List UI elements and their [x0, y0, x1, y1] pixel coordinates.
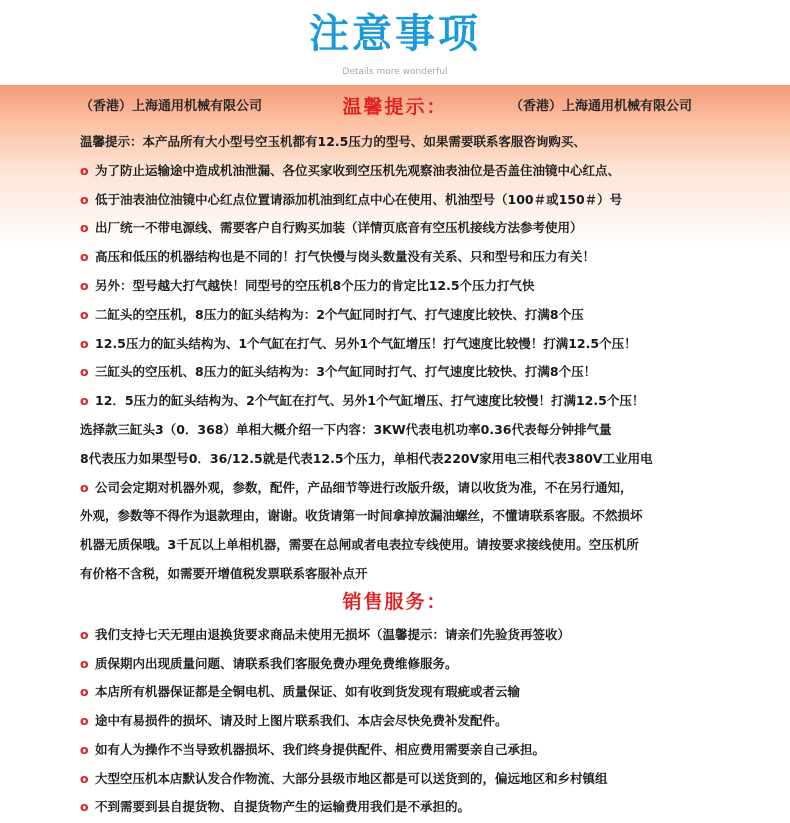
bullet-marker: o — [80, 627, 89, 642]
notice-line — [80, 306, 785, 324]
notice-line — [80, 479, 785, 497]
notice-text: 外观，参数等不得作为退款理由，谢谢。收货请第一时间拿掉放漏油螺丝，不懂请联系客服。不然损坏 — [80, 508, 643, 524]
bullet-marker: o — [80, 713, 89, 729]
bullet-marker: o — [80, 684, 89, 700]
notice-text: 选择款三缸头3（0．368）单相大概介绍一下内容：3KW代表电机功率0.36代表每分钟排气量 — [80, 422, 612, 437]
bullet-marker: o — [80, 364, 89, 380]
bullet-marker: o — [80, 799, 89, 815]
notice-line — [80, 133, 785, 151]
notice-text: 为了防止运输途中造成机油泄漏、各位买家收到空压机先观察油表油位是否盖住油镜中心红点、 — [95, 162, 621, 178]
bullet-marker: o — [80, 278, 89, 293]
bullet-marker: o — [80, 479, 89, 495]
notice-line — [80, 421, 785, 439]
service-text: 我们支持七天无理由退换货要求商品未使用无损坏（温馨提示：请亲们先验货再签收） — [95, 627, 571, 642]
notice-line — [80, 565, 785, 583]
notice-text: 二缸头的空压机，8压力的缸头结构为：2个气缸同时打气、打气速度比较快、打满8个压 — [95, 306, 584, 322]
service-text: 不到需要到县自提货物、自提货物产生的运输费用我们是不承担的。 — [95, 799, 471, 815]
notice-text: 温馨提示：本产品所有大小型号空玉机都有12.5压力的型号、如果需要联系客服咨询购买、 — [80, 134, 586, 149]
bullet-marker: o — [80, 393, 89, 409]
notice-text: 12.5压力的缸头结构为、1个气缸在打气、另外1个气缸增压！打气速度比较慢！打满12.5个压！ — [95, 335, 637, 351]
service-text: 大型空压机本店默认发合作物流、大部分县级市地区都是可以送货到的，偏远地区和乡村镇组 — [95, 770, 608, 786]
notice-text: 机器无质保哦。3千瓦以上单相机器，需要在总闸或者电表拉专线使用。请按要求接线使用。空压机所 — [80, 537, 639, 553]
bullet-marker: o — [80, 220, 89, 236]
service-text: 质保期内出现质量问题、请联系我们客服免费办理免费维修服务。 — [95, 655, 458, 671]
notice-text: 低于油表油位油镜中心红点位置请添加机油到红点中心在使用、机油型号（100＃或150＃）号 — [95, 191, 623, 207]
page-title: 注意事项 — [309, 11, 481, 57]
notice-line — [80, 219, 785, 237]
bullet-marker: o — [80, 655, 89, 671]
service-text: 本店所有机器保证都是全铜电机、质量保证、如有收到货发现有瑕疵或者云输 — [95, 684, 521, 700]
service-text: 途中有易损件的损坏、请及时上图片联系我们、本店会尽快免费补发配件。 — [95, 713, 508, 729]
service-line — [80, 683, 785, 701]
notice-line — [80, 162, 785, 180]
bullet-marker: o — [80, 741, 89, 757]
content-panel — [0, 85, 790, 823]
service-line — [80, 712, 785, 730]
service-line — [80, 655, 785, 673]
notice-text: 8代表压力如果型号0．36/12.5就是代表12.5个压力，单相代表220V家用电三相代表380V工业用电 — [80, 450, 653, 466]
notice-text: 出厂统一不带电源线、需要客户自行购买加装（详情页底音有空压机接线方法参考使用） — [95, 220, 583, 236]
notice-text: 公司会定期对机器外观，参数，配件，产品细节等进行改版升级，请以收货为准，不在另行通知， — [95, 479, 633, 495]
notice-line — [80, 450, 785, 468]
service-text: 如有人为操作不当导致机器损坏、我们终身提供配件、相应费用需要亲自己承担。 — [95, 741, 546, 757]
bullet-marker: o — [80, 162, 89, 178]
notice-text: 另外：型号越大打气越快！同型号的空压机8个压力的肯定比12.5个压力打气快 — [95, 278, 535, 293]
company-name-left: （香港）上海通用机械有限公司 — [80, 99, 263, 114]
notice-line — [80, 363, 785, 381]
notice-text: 高压和低压的机器结构也是不同的！打气快慢与岗头数量没有关系、只和型号和压力有关！ — [95, 249, 596, 265]
notice-line — [80, 536, 785, 554]
service-heading: 销售服务： — [342, 591, 448, 613]
bullet-marker: o — [80, 306, 89, 322]
notice-line — [80, 248, 785, 266]
service-line — [80, 798, 785, 816]
company-name-right: （香港）上海通用机械有限公司 — [510, 99, 693, 114]
notice-text: 12．5压力的缸头结构为、2个气缸在打气、另外1个气缸增压、打气速度比较慢！打满12.5个压！ — [95, 393, 645, 409]
page-header — [0, 0, 790, 85]
notice-line — [80, 277, 785, 295]
notice-line — [80, 335, 785, 353]
service-line — [80, 770, 785, 788]
notice-text: 有价格不含税，如需要开增值税发票联系客服补点开 — [80, 566, 368, 581]
bullet-marker: o — [80, 191, 89, 207]
bullet-marker: o — [80, 335, 89, 351]
notice-heading: 温馨提示： — [342, 96, 448, 118]
notice-text: 三缸头的空压机、8压力的缸头结构为：3个气缸同时打气、打气速度比较快、打满8个压！ — [95, 364, 597, 380]
service-line — [80, 626, 785, 644]
notice-line — [80, 507, 785, 525]
notice-line — [80, 191, 785, 209]
bullet-marker: o — [80, 249, 89, 265]
notice-line — [80, 392, 785, 410]
service-line — [80, 741, 785, 759]
bullet-marker: o — [80, 770, 89, 786]
page-subtitle: Details more wonderful — [342, 67, 448, 77]
